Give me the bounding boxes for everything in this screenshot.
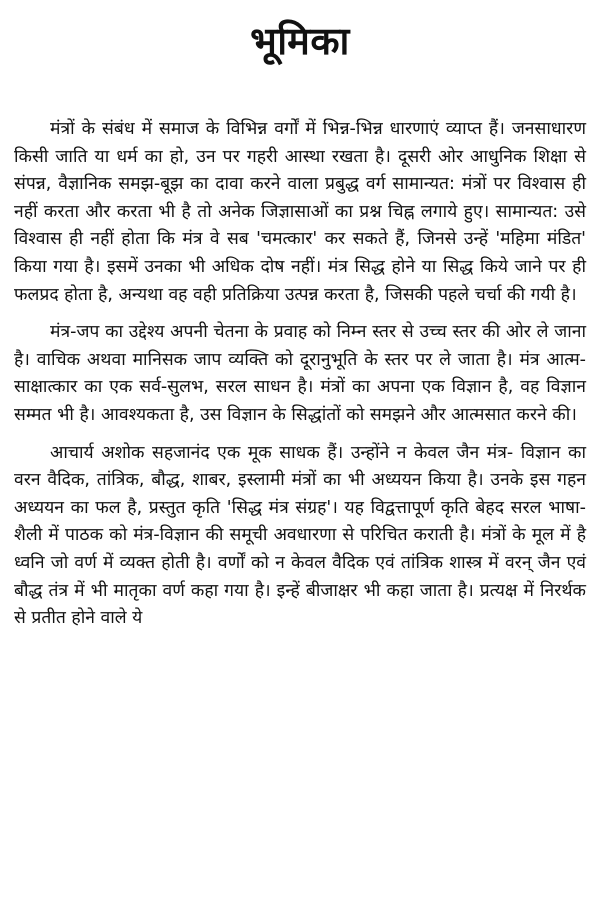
page-title: भूमिका: [250, 19, 350, 63]
paragraph-3: आचार्य अशोक सहजानंद एक मूक साधक हैं। उन्होंने न केवल जैन मंत्र- विज्ञान का वरन वैदिक, तांत्रिक, बौद्ध, शाबर, इस्लामी मंत्रों का भी अध्ययन किया है। उनके इस गहन अध्ययन का फल है, प्रस्तुत कृति 'सिद्ध मंत्र संग्रह'। यह विद्वत्तापूर्ण कृति बेहद सरल भाषा-शैली में पाठक को मंत्र-विज्ञान की समूची अवधारणा से परिचित कराती है। मंत्रों के मूल में है ध्वनि जो वर्ण में व्यक्त होती है। वर्णों को न केवल वैदिक एवं तांत्रिक शास्त्र में वरन् जैन एवं बौद्ध तंत्र में भी मातृका वर्ण कहा गया है। इन्हें बीजाक्षर भी कहा जाता है। प्रत्यक्ष में निरर्थक से प्रतीत होने वाले ये: [14, 442, 586, 629]
page-body: [14, 116, 586, 633]
paragraph-1: मंत्रों के संबंध में समाज के विभिन्न वर्गों में भिन्न-भिन्न धारणाएं व्याप्त हैं। जनसाधारण किसी जाति या धर्म का हो, उन पर गहरी आस्था रखता है। दूसरी ओर आधुनिक शिक्षा से संपन्न, वैज्ञानिक समझ-बूझ का दावा करने वाला प्रबुद्ध वर्ग सामान्यत: मंत्रों पर विश्वास ही नहीं करता और करता भी है तो अनेक जिज्ञासाओं का प्रश्न चिह्न लगाये हुए। सामान्यत: उसे विश्वास ही नहीं होता कि मंत्र वे सब 'चमत्कार' कर सकते हैं, जिनसे उन्हें 'महिमा मंडित' किया गया है। इसमें उनका भी अधिक दोष नहीं। मंत्र सिद्ध होने या सिद्ध किये जाने पर ही फलप्रद होता है, अन्यथा वह वही प्रतिक्रिया उत्पन्न करता है, जिसकी पहले चर्चा की गयी है।: [14, 119, 586, 305]
paragraph-2: मंत्र-जप का उद्देश्य अपनी चेतना के प्रवाह को निम्न स्तर से उच्च स्तर की ओर ले जाना है। वाचिक अथवा मानिसक जाप व्यक्ति को दूरानुभूति के स्तर पर ले जाता है। मंत्र आत्म-साक्षात्कार का एक सर्व-सुलभ, सरल साधन है। मंत्रों का अपना एक विज्ञान है, वह विज्ञान सम्मत भी है। आवश्यकता है, उस विज्ञान के सिद्धांतों को समझने और आत्मसात करने की।: [14, 322, 586, 425]
